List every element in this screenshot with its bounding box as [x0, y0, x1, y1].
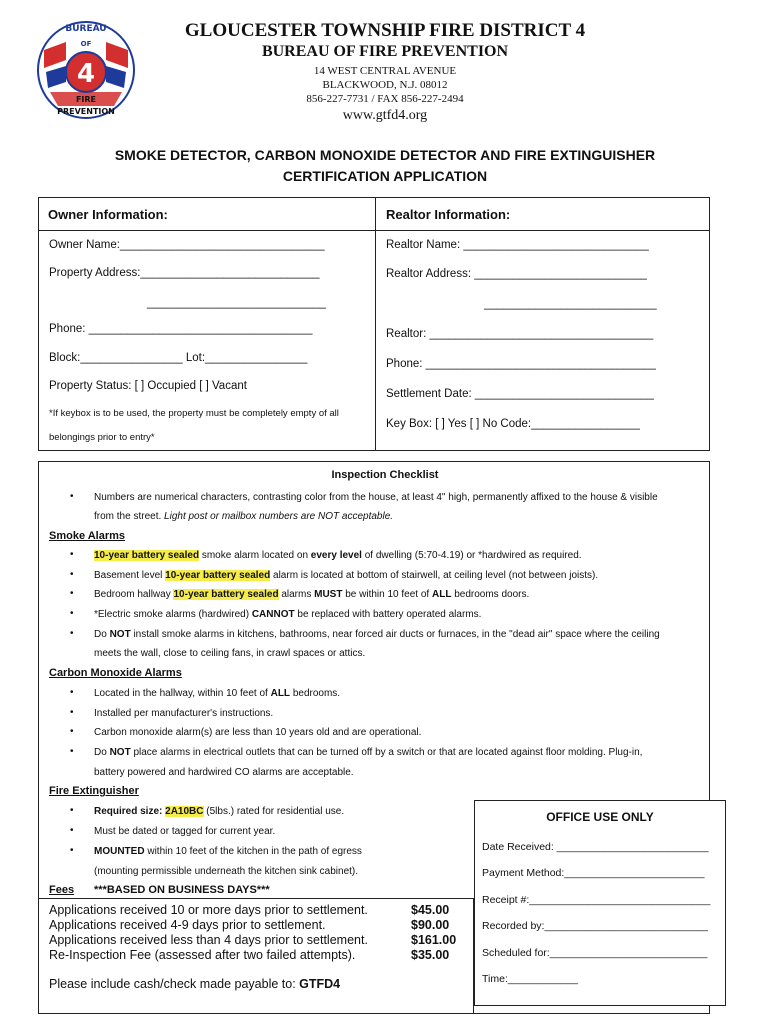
svg-text:OF: OF	[80, 40, 92, 48]
co-item-4-line2: battery powered and hardwired CO alarms are acceptable.	[94, 767, 354, 778]
keybox-note-line2: belongings prior to entry*	[49, 432, 155, 443]
bureau-name: BUREAU OF FIRE PREVENTION	[261, 43, 509, 60]
checklist-title: Inspection Checklist	[331, 469, 439, 481]
realtor-heading: Realtor Information:	[386, 207, 511, 222]
co-item-2: Installed per manufacturer's instructions.	[94, 708, 274, 719]
recorded-by-field[interactable]: Recorded by:____________________________	[482, 920, 708, 932]
owner-phone-field[interactable]: Phone: ___________________________________	[49, 323, 313, 335]
payable-note: Please include cash/check made payable to: GTFD4	[49, 977, 341, 991]
realtor-address-line2-field[interactable]: ___________________________	[484, 298, 657, 310]
fee-label: Applications received 4-9 days prior to settlement.	[49, 918, 326, 932]
fee-amount: $35.00	[411, 948, 450, 962]
form-title-line1: SMOKE DETECTOR, CARBON MONOXIDE DETECTOR AND FIRE EXTINGUISHER	[114, 147, 656, 163]
smoke-item-1: 10-year battery sealed smoke alarm located on every level of dwelling (5:70-4.19) or *hardwired as required.	[94, 550, 582, 561]
bullet: •	[70, 588, 74, 599]
fee-label: Applications received 10 or more days prior to settlement.	[49, 903, 368, 917]
owner-heading: Owner Information:	[48, 207, 168, 222]
office-use-heading: OFFICE USE ONLY	[546, 810, 654, 824]
fees-heading: Fees	[49, 884, 75, 896]
fee-label: Applications received less than 4 days prior to settlement.	[49, 933, 368, 947]
column-divider	[375, 198, 376, 450]
smoke-item-2: Basement level 10-year battery sealed alarm is located at bottom of stairwell, at ceiling level (not between joists).	[94, 570, 599, 581]
owner-name-field[interactable]: Owner Name:________________________________	[49, 239, 325, 251]
smoke-item-5: Do NOT install smoke alarms in kitchens, bathrooms, near forced air ducts or furnaces, in the "dead air" space where the ceiling	[94, 629, 660, 640]
bullet: •	[70, 805, 74, 816]
receipt-number-field[interactable]: Receipt #:_______________________________	[482, 894, 711, 906]
bullet: •	[70, 549, 74, 560]
bullet: •	[70, 628, 74, 639]
bullet: •	[70, 726, 74, 737]
address-line2: BLACKWOOD, N.J. 08012	[322, 79, 448, 91]
smoke-item-4: *Electric smoke alarms (hardwired) CANNOT be replaced with battery operated alarms.	[94, 609, 482, 620]
svg-text:4: 4	[76, 59, 96, 89]
bullet: •	[70, 569, 74, 580]
fee-label: Re-Inspection Fee (assessed after two failed attempts).	[49, 948, 356, 962]
house-numbers-line2: from the street. Light post or mailbox numbers are NOT acceptable.	[94, 511, 394, 522]
header-rule	[39, 230, 709, 231]
address-block	[170, 64, 600, 106]
fee-amount: $161.00	[411, 933, 457, 947]
extinguisher-item-1: Required size: 2A10BC (5lbs.) rated for residential use.	[94, 806, 345, 817]
settlement-date-field[interactable]: Settlement Date: ____________________________	[386, 388, 654, 400]
realtor-field[interactable]: Realtor: ___________________________________	[386, 328, 654, 340]
keybox-field[interactable]: Key Box: [ ] Yes [ ] No Code:_________________	[386, 418, 640, 430]
fire-extinguisher-heading: Fire Extinguisher	[49, 785, 139, 797]
date-received-field[interactable]: Date Received: __________________________	[482, 841, 709, 853]
smoke-alarms-heading: Smoke Alarms	[49, 530, 126, 542]
scheduled-for-field[interactable]: Scheduled for:___________________________	[482, 947, 708, 959]
property-status-checkboxes[interactable]: Property Status: [ ] Occupied [ ] Vacant	[49, 380, 247, 392]
svg-text:PREVENTION: PREVENTION	[57, 107, 115, 116]
payment-method-field[interactable]: Payment Method:________________________	[482, 867, 705, 879]
house-numbers-line1: Numbers are numerical characters, contrasting color from the house, at least 4" high, permanently affixed to the house & visible	[94, 492, 658, 503]
address-line1: 14 WEST CENTRAL AVENUE	[313, 65, 457, 77]
bullet: •	[70, 608, 74, 619]
fee-amount: $90.00	[411, 918, 450, 932]
svg-text:FIRE: FIRE	[75, 95, 97, 104]
bullet: •	[70, 687, 74, 698]
realtor-address-field[interactable]: Realtor Address: ___________________________	[386, 268, 647, 280]
website-link[interactable]: www.gtfd4.org	[342, 108, 428, 123]
co-item-3: Carbon monoxide alarm(s) are less than 10 years old and are operational.	[94, 727, 422, 738]
phone-fax: 856-227-7731 / FAX 856-227-2494	[306, 93, 464, 105]
bullet: •	[70, 707, 74, 718]
extinguisher-item-3-line2: (mounting permissible underneath the kitchen sink cabinet).	[94, 866, 359, 877]
realtor-phone-field[interactable]: Phone: ____________________________________	[386, 358, 656, 370]
bullet: •	[70, 825, 74, 836]
extinguisher-item-3: MOUNTED within 10 feet of the kitchen in the path of egress	[94, 846, 362, 857]
property-address-field[interactable]: Property Address:____________________________	[49, 267, 320, 279]
form-title-line2: CERTIFICATION APPLICATION	[282, 168, 488, 184]
fire-prevention-logo	[36, 20, 136, 120]
organization-name: GLOUCESTER TOWNSHIP FIRE DISTRICT 4	[184, 20, 586, 41]
extinguisher-item-2: Must be dated or tagged for current year.	[94, 826, 276, 837]
bullet: •	[70, 746, 74, 757]
smoke-item-3: Bedroom hallway 10-year battery sealed alarms MUST be within 10 feet of ALL bedrooms doors.	[94, 589, 530, 600]
form-title	[20, 145, 750, 187]
time-field[interactable]: Time:____________	[482, 973, 578, 985]
svg-text:BUREAU: BUREAU	[65, 24, 107, 34]
bullet: •	[70, 845, 74, 856]
co-alarms-heading: Carbon Monoxide Alarms	[49, 667, 182, 679]
co-item-4: Do NOT place alarms in electrical outlets that can be turned off by a switch or that are located against floor molding. Plug-in,	[94, 747, 643, 758]
smoke-item-5-line2: meets the wall, close to ceiling fans, in crawl spaces or attics.	[94, 648, 366, 659]
fees-business-days-note: ***BASED ON BUSINESS DAYS***	[94, 884, 270, 896]
realtor-name-field[interactable]: Realtor Name: _____________________________	[386, 239, 649, 251]
bullet: •	[70, 491, 74, 502]
fee-amount: $45.00	[411, 903, 450, 917]
keybox-note-line1: *If keybox is to be used, the property must be completely empty of all	[49, 408, 339, 419]
block-lot-field[interactable]: Block:________________ Lot:________________	[49, 352, 308, 364]
property-address-line2-field[interactable]: ____________________________	[147, 297, 327, 309]
co-item-1: Located in the hallway, within 10 feet of ALL bedrooms.	[94, 688, 341, 699]
